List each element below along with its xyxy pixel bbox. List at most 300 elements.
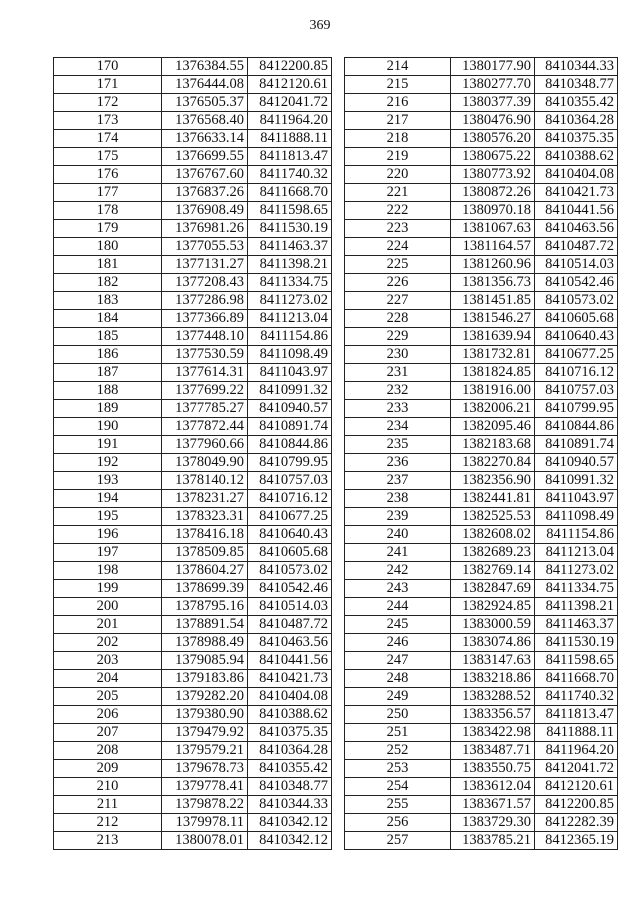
y-coordinate-cell: 8410463.56 (248, 634, 332, 652)
point-number-cell: 210 (54, 778, 162, 796)
y-coordinate-cell: 8410891.74 (248, 418, 332, 436)
y-coordinate-cell: 8412365.19 (535, 832, 618, 850)
y-coordinate-cell: 8410463.56 (535, 220, 618, 238)
x-coordinate-cell: 1377960.66 (162, 436, 248, 454)
table-row (54, 544, 332, 562)
point-number-cell: 221 (345, 184, 451, 202)
x-coordinate-cell: 1376505.37 (162, 94, 248, 112)
point-number-cell: 238 (345, 490, 451, 508)
y-coordinate-cell: 8411813.47 (248, 148, 332, 166)
x-coordinate-cell: 1381824.85 (451, 364, 535, 382)
table-row (345, 364, 618, 382)
y-coordinate-cell: 8410348.77 (248, 778, 332, 796)
table-row (54, 454, 332, 472)
y-coordinate-cell: 8410640.43 (248, 526, 332, 544)
point-number-cell: 189 (54, 400, 162, 418)
y-coordinate-cell: 8410344.33 (248, 796, 332, 814)
table-row (54, 274, 332, 292)
point-number-cell: 249 (345, 688, 451, 706)
table-row (54, 760, 332, 778)
table-row (54, 832, 332, 850)
y-coordinate-cell: 8410421.73 (248, 670, 332, 688)
point-number-cell: 177 (54, 184, 162, 202)
x-coordinate-cell: 1377699.22 (162, 382, 248, 400)
x-coordinate-cell: 1379183.86 (162, 670, 248, 688)
table-row (345, 652, 618, 670)
table-row (54, 418, 332, 436)
y-coordinate-cell: 8410355.42 (535, 94, 618, 112)
table-row (345, 184, 618, 202)
y-coordinate-cell: 8410640.43 (535, 328, 618, 346)
point-number-cell: 222 (345, 202, 451, 220)
point-number-cell: 251 (345, 724, 451, 742)
y-coordinate-cell: 8410573.02 (248, 562, 332, 580)
table-row (54, 148, 332, 166)
table-row (345, 238, 618, 256)
point-number-cell: 253 (345, 760, 451, 778)
x-coordinate-cell: 1382095.46 (451, 418, 535, 436)
x-coordinate-cell: 1377131.27 (162, 256, 248, 274)
x-coordinate-cell: 1382525.53 (451, 508, 535, 526)
y-coordinate-cell: 8410799.95 (248, 454, 332, 472)
x-coordinate-cell: 1381067.63 (451, 220, 535, 238)
point-number-cell: 195 (54, 508, 162, 526)
y-coordinate-cell: 8411598.65 (248, 202, 332, 220)
point-number-cell: 175 (54, 148, 162, 166)
point-number-cell: 234 (345, 418, 451, 436)
point-number-cell: 200 (54, 598, 162, 616)
y-coordinate-cell: 8410991.32 (535, 472, 618, 490)
table-row (54, 724, 332, 742)
table-row (54, 76, 332, 94)
point-number-cell: 208 (54, 742, 162, 760)
point-number-cell: 203 (54, 652, 162, 670)
table-row (345, 832, 618, 850)
y-coordinate-cell: 8411043.97 (535, 490, 618, 508)
table-row (345, 742, 618, 760)
point-number-cell: 250 (345, 706, 451, 724)
x-coordinate-cell: 1383729.30 (451, 814, 535, 832)
x-coordinate-cell: 1381451.85 (451, 292, 535, 310)
y-coordinate-cell: 8410441.56 (535, 202, 618, 220)
point-number-cell: 252 (345, 742, 451, 760)
x-coordinate-cell: 1376837.26 (162, 184, 248, 202)
x-coordinate-cell: 1377208.43 (162, 274, 248, 292)
point-number-cell: 170 (54, 58, 162, 76)
table-row (54, 706, 332, 724)
point-number-cell: 213 (54, 832, 162, 850)
table-row (345, 760, 618, 778)
y-coordinate-cell: 8412200.85 (248, 58, 332, 76)
table-row (54, 58, 332, 76)
table-row (345, 58, 618, 76)
y-coordinate-cell: 8410364.28 (535, 112, 618, 130)
table-row (54, 112, 332, 130)
table-row (345, 166, 618, 184)
point-number-cell: 230 (345, 346, 451, 364)
y-coordinate-cell: 8412120.61 (248, 76, 332, 94)
y-coordinate-cell: 8411213.04 (248, 310, 332, 328)
y-coordinate-cell: 8411098.49 (535, 508, 618, 526)
y-coordinate-cell: 8411740.32 (248, 166, 332, 184)
y-coordinate-cell: 8410344.33 (535, 58, 618, 76)
point-number-cell: 240 (345, 526, 451, 544)
y-coordinate-cell: 8411154.86 (535, 526, 618, 544)
table-row (345, 562, 618, 580)
y-coordinate-cell: 8410355.42 (248, 760, 332, 778)
point-number-cell: 244 (345, 598, 451, 616)
y-coordinate-cell: 8411668.70 (535, 670, 618, 688)
x-coordinate-cell: 1376981.26 (162, 220, 248, 238)
x-coordinate-cell: 1383785.21 (451, 832, 535, 850)
x-coordinate-cell: 1378988.49 (162, 634, 248, 652)
point-number-cell: 180 (54, 238, 162, 256)
y-coordinate-cell: 8411273.02 (248, 292, 332, 310)
table-row (54, 328, 332, 346)
y-coordinate-cell: 8410716.12 (535, 364, 618, 382)
x-coordinate-cell: 1380476.90 (451, 112, 535, 130)
y-coordinate-cell: 8411964.20 (535, 742, 618, 760)
point-number-cell: 194 (54, 490, 162, 508)
y-coordinate-cell: 8411668.70 (248, 184, 332, 202)
table-row (345, 472, 618, 490)
y-coordinate-cell: 8412041.72 (535, 760, 618, 778)
x-coordinate-cell: 1376908.49 (162, 202, 248, 220)
x-coordinate-cell: 1379579.21 (162, 742, 248, 760)
x-coordinate-cell: 1378140.12 (162, 472, 248, 490)
y-coordinate-cell: 8411043.97 (248, 364, 332, 382)
y-coordinate-cell: 8411463.37 (535, 616, 618, 634)
x-coordinate-cell: 1383612.04 (451, 778, 535, 796)
point-number-cell: 243 (345, 580, 451, 598)
table-row (54, 256, 332, 274)
x-coordinate-cell: 1381639.94 (451, 328, 535, 346)
table-row (345, 328, 618, 346)
point-number-cell: 184 (54, 310, 162, 328)
point-number-cell: 232 (345, 382, 451, 400)
x-coordinate-cell: 1382924.85 (451, 598, 535, 616)
table-row (54, 220, 332, 238)
point-number-cell: 257 (345, 832, 451, 850)
point-number-cell: 207 (54, 724, 162, 742)
table-row (345, 274, 618, 292)
coordinates-table-left (53, 57, 332, 850)
x-coordinate-cell: 1376633.14 (162, 130, 248, 148)
table-row (54, 814, 332, 832)
point-number-cell: 202 (54, 634, 162, 652)
x-coordinate-cell: 1383422.98 (451, 724, 535, 742)
table-row (345, 292, 618, 310)
point-number-cell: 223 (345, 220, 451, 238)
point-number-cell: 255 (345, 796, 451, 814)
x-coordinate-cell: 1378604.27 (162, 562, 248, 580)
y-coordinate-cell: 8410605.68 (535, 310, 618, 328)
table-row (54, 184, 332, 202)
table-row (345, 76, 618, 94)
y-coordinate-cell: 8410441.56 (248, 652, 332, 670)
point-number-cell: 228 (345, 310, 451, 328)
y-coordinate-cell: 8410514.03 (535, 256, 618, 274)
table-row (345, 256, 618, 274)
x-coordinate-cell: 1381356.73 (451, 274, 535, 292)
x-coordinate-cell: 1379678.73 (162, 760, 248, 778)
table-row (345, 112, 618, 130)
table-row (54, 562, 332, 580)
table-row (54, 688, 332, 706)
table-row (54, 292, 332, 310)
table-row (345, 616, 618, 634)
x-coordinate-cell: 1381546.27 (451, 310, 535, 328)
point-number-cell: 231 (345, 364, 451, 382)
y-coordinate-cell: 8412120.61 (535, 778, 618, 796)
point-number-cell: 212 (54, 814, 162, 832)
x-coordinate-cell: 1376444.08 (162, 76, 248, 94)
table-row (345, 796, 618, 814)
y-coordinate-cell: 8410342.12 (248, 814, 332, 832)
table-row (54, 130, 332, 148)
table-row (345, 580, 618, 598)
point-number-cell: 256 (345, 814, 451, 832)
point-number-cell: 217 (345, 112, 451, 130)
point-number-cell: 176 (54, 166, 162, 184)
table-row (54, 670, 332, 688)
x-coordinate-cell: 1376384.55 (162, 58, 248, 76)
table-row (345, 202, 618, 220)
point-number-cell: 197 (54, 544, 162, 562)
table-row (345, 490, 618, 508)
point-number-cell: 193 (54, 472, 162, 490)
y-coordinate-cell: 8411334.75 (535, 580, 618, 598)
table-row (345, 130, 618, 148)
point-number-cell: 186 (54, 346, 162, 364)
y-coordinate-cell: 8410388.62 (248, 706, 332, 724)
point-number-cell: 187 (54, 364, 162, 382)
x-coordinate-cell: 1380773.92 (451, 166, 535, 184)
x-coordinate-cell: 1377872.44 (162, 418, 248, 436)
point-number-cell: 247 (345, 652, 451, 670)
y-coordinate-cell: 8410404.08 (535, 166, 618, 184)
x-coordinate-cell: 1382608.02 (451, 526, 535, 544)
table-row (345, 508, 618, 526)
point-number-cell: 172 (54, 94, 162, 112)
x-coordinate-cell: 1380675.22 (451, 148, 535, 166)
y-coordinate-cell: 8410757.03 (535, 382, 618, 400)
x-coordinate-cell: 1379778.41 (162, 778, 248, 796)
y-coordinate-cell: 8411740.32 (535, 688, 618, 706)
point-number-cell: 190 (54, 418, 162, 436)
point-number-cell: 226 (345, 274, 451, 292)
table-row (345, 418, 618, 436)
y-coordinate-cell: 8411813.47 (535, 706, 618, 724)
x-coordinate-cell: 1376568.40 (162, 112, 248, 130)
point-number-cell: 215 (345, 76, 451, 94)
y-coordinate-cell: 8411213.04 (535, 544, 618, 562)
y-coordinate-cell: 8411964.20 (248, 112, 332, 130)
y-coordinate-cell: 8411098.49 (248, 346, 332, 364)
x-coordinate-cell: 1382769.14 (451, 562, 535, 580)
point-number-cell: 198 (54, 562, 162, 580)
point-number-cell: 239 (345, 508, 451, 526)
table-row (345, 778, 618, 796)
x-coordinate-cell: 1379978.11 (162, 814, 248, 832)
table-row (54, 526, 332, 544)
x-coordinate-cell: 1377286.98 (162, 292, 248, 310)
table-row (345, 310, 618, 328)
y-coordinate-cell: 8410677.25 (248, 508, 332, 526)
x-coordinate-cell: 1378891.54 (162, 616, 248, 634)
table-row (345, 598, 618, 616)
y-coordinate-cell: 8410844.86 (248, 436, 332, 454)
table-row (345, 526, 618, 544)
y-coordinate-cell: 8410514.03 (248, 598, 332, 616)
table-row (345, 724, 618, 742)
x-coordinate-cell: 1382183.68 (451, 436, 535, 454)
y-coordinate-cell: 8410375.35 (535, 130, 618, 148)
y-coordinate-cell: 8411530.19 (535, 634, 618, 652)
x-coordinate-cell: 1383288.52 (451, 688, 535, 706)
y-coordinate-cell: 8411530.19 (248, 220, 332, 238)
x-coordinate-cell: 1380377.39 (451, 94, 535, 112)
x-coordinate-cell: 1383487.71 (451, 742, 535, 760)
table-row (345, 220, 618, 238)
y-coordinate-cell: 8410940.57 (535, 454, 618, 472)
x-coordinate-cell: 1379479.92 (162, 724, 248, 742)
y-coordinate-cell: 8410605.68 (248, 544, 332, 562)
x-coordinate-cell: 1378509.85 (162, 544, 248, 562)
x-coordinate-cell: 1381164.57 (451, 238, 535, 256)
table-row (345, 706, 618, 724)
table-row (54, 202, 332, 220)
point-number-cell: 241 (345, 544, 451, 562)
x-coordinate-cell: 1380277.70 (451, 76, 535, 94)
table-row (54, 508, 332, 526)
point-number-cell: 236 (345, 454, 451, 472)
y-coordinate-cell: 8412282.39 (535, 814, 618, 832)
point-number-cell: 242 (345, 562, 451, 580)
x-coordinate-cell: 1382356.90 (451, 472, 535, 490)
x-coordinate-cell: 1383074.86 (451, 634, 535, 652)
y-coordinate-cell: 8410891.74 (535, 436, 618, 454)
table-row (345, 94, 618, 112)
x-coordinate-cell: 1381916.00 (451, 382, 535, 400)
x-coordinate-cell: 1378416.18 (162, 526, 248, 544)
point-number-cell: 224 (345, 238, 451, 256)
table-row (54, 166, 332, 184)
table-row (54, 94, 332, 112)
point-number-cell: 229 (345, 328, 451, 346)
x-coordinate-cell: 1376699.55 (162, 148, 248, 166)
point-number-cell: 188 (54, 382, 162, 400)
point-number-cell: 185 (54, 328, 162, 346)
table-row (345, 148, 618, 166)
point-number-cell: 174 (54, 130, 162, 148)
point-number-cell: 201 (54, 616, 162, 634)
point-number-cell: 209 (54, 760, 162, 778)
y-coordinate-cell: 8411334.75 (248, 274, 332, 292)
y-coordinate-cell: 8411398.21 (535, 598, 618, 616)
point-number-cell: 178 (54, 202, 162, 220)
point-number-cell: 245 (345, 616, 451, 634)
y-coordinate-cell: 8410388.62 (535, 148, 618, 166)
x-coordinate-cell: 1380872.26 (451, 184, 535, 202)
x-coordinate-cell: 1379282.20 (162, 688, 248, 706)
x-coordinate-cell: 1383147.63 (451, 652, 535, 670)
x-coordinate-cell: 1382006.21 (451, 400, 535, 418)
point-number-cell: 216 (345, 94, 451, 112)
x-coordinate-cell: 1380078.01 (162, 832, 248, 850)
table-row (54, 652, 332, 670)
x-coordinate-cell: 1382441.81 (451, 490, 535, 508)
y-coordinate-cell: 8410716.12 (248, 490, 332, 508)
y-coordinate-cell: 8410940.57 (248, 400, 332, 418)
point-number-cell: 211 (54, 796, 162, 814)
x-coordinate-cell: 1377530.59 (162, 346, 248, 364)
x-coordinate-cell: 1382270.84 (451, 454, 535, 472)
table-row (345, 634, 618, 652)
table-row (54, 598, 332, 616)
x-coordinate-cell: 1377785.27 (162, 400, 248, 418)
x-coordinate-cell: 1381260.96 (451, 256, 535, 274)
y-coordinate-cell: 8410991.32 (248, 382, 332, 400)
y-coordinate-cell: 8411154.86 (248, 328, 332, 346)
point-number-cell: 219 (345, 148, 451, 166)
point-number-cell: 179 (54, 220, 162, 238)
point-number-cell: 181 (54, 256, 162, 274)
point-number-cell: 237 (345, 472, 451, 490)
x-coordinate-cell: 1381732.81 (451, 346, 535, 364)
table-row (54, 364, 332, 382)
x-coordinate-cell: 1376767.60 (162, 166, 248, 184)
y-coordinate-cell: 8410364.28 (248, 742, 332, 760)
table-row (54, 580, 332, 598)
y-coordinate-cell: 8410542.46 (535, 274, 618, 292)
table-row (54, 400, 332, 418)
point-number-cell: 233 (345, 400, 451, 418)
point-number-cell: 235 (345, 436, 451, 454)
point-number-cell: 192 (54, 454, 162, 472)
point-number-cell: 182 (54, 274, 162, 292)
table-row (345, 382, 618, 400)
x-coordinate-cell: 1380177.90 (451, 58, 535, 76)
x-coordinate-cell: 1377448.10 (162, 328, 248, 346)
table-row (54, 310, 332, 328)
x-coordinate-cell: 1383671.57 (451, 796, 535, 814)
point-number-cell: 206 (54, 706, 162, 724)
x-coordinate-cell: 1378699.39 (162, 580, 248, 598)
x-coordinate-cell: 1377614.31 (162, 364, 248, 382)
point-number-cell: 183 (54, 292, 162, 310)
x-coordinate-cell: 1377055.53 (162, 238, 248, 256)
point-number-cell: 205 (54, 688, 162, 706)
table-row (345, 454, 618, 472)
table-row (345, 814, 618, 832)
point-number-cell: 204 (54, 670, 162, 688)
table-row (345, 688, 618, 706)
x-coordinate-cell: 1382847.69 (451, 580, 535, 598)
y-coordinate-cell: 8410375.35 (248, 724, 332, 742)
table-row (54, 436, 332, 454)
coordinates-table-right (344, 57, 618, 850)
table-row (54, 778, 332, 796)
point-number-cell: 248 (345, 670, 451, 688)
x-coordinate-cell: 1380970.18 (451, 202, 535, 220)
y-coordinate-cell: 8410487.72 (248, 616, 332, 634)
y-coordinate-cell: 8411598.65 (535, 652, 618, 670)
y-coordinate-cell: 8410757.03 (248, 472, 332, 490)
point-number-cell: 214 (345, 58, 451, 76)
x-coordinate-cell: 1379380.90 (162, 706, 248, 724)
point-number-cell: 227 (345, 292, 451, 310)
